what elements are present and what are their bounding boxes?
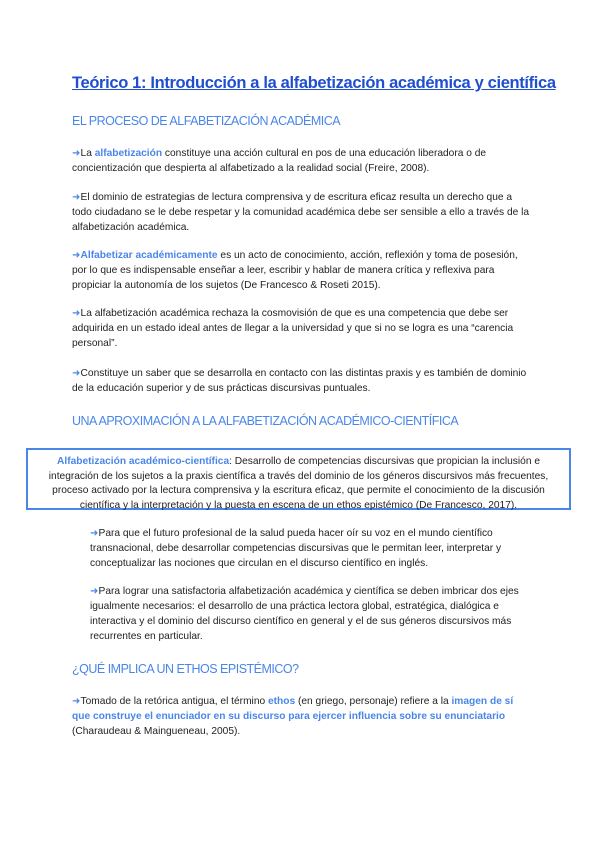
highlight-term: alfabetización: [94, 148, 163, 159]
definition-text: : Desarrollo de competencias discursivas que propician la inclusión e integración de los sujetos a la praxis científica a través del dominio de los géneros discursivos más frecuentes, proceso activado por la lectura comprensiva y la escritura eficaz, que permite el conocimiento de la discusión científica y la interpretación y la puesta en escena de un ethos epistémico (De Francesco, 2017).: [48, 456, 549, 511]
highlight-term: Alfabetizar académicamente: [80, 250, 218, 261]
section-heading: ¿QUÉ IMPLICA UN ETHOS EPISTÉMICO?: [72, 662, 299, 676]
arrow-right-icon: ➜: [72, 696, 81, 707]
section-heading: EL PROCESO DE ALFABETIZACIÓN ACADÉMICA: [72, 114, 341, 128]
arrow-right-icon: ➜: [72, 192, 81, 203]
arrow-right-icon: ➜: [72, 368, 81, 379]
paragraph: ➜Alfabetizar académicamente es un acto de conocimiento, acción, reflexión y toma de posesión, por lo que es indispensable enseñar a leer, escribir y hablar de manera crítica y reflexiva para propiciar la autonomía de los sujetos (De Francesco & Roseti 2015).: [72, 250, 518, 291]
definition-box: [26, 448, 571, 510]
page-title: Teórico 1: Introducción a la alfabetización académica y científica: [72, 74, 556, 92]
arrow-right-icon: ➜: [90, 586, 99, 597]
paragraph: ➜La alfabetización constituye una acción cultural en pos de una educación liberadora o de concientización que despierta al alfabetizado a la realidad social (Freire, 2008).: [72, 148, 487, 174]
paragraph: ➜Para que el futuro profesional de la salud pueda hacer oír su voz en el mundo científico transnacional, debe desarrollar competencias discursivas que le permitan leer, interpretar y conceptualizar las nociones que circulan en el discurso científico en inglés.: [90, 528, 502, 569]
paragraph: ➜La alfabetización académica rechaza la cosmovisión de que es una competencia que debe ser adquirida en un estado ideal antes de llegar a la universidad y que si no se logra es una “carencia personal”.: [72, 308, 514, 349]
highlight-term: ethos: [268, 696, 296, 707]
paragraph: ➜Constituye un saber que se desarrolla en contacto con las distintas praxis y es también de dominio de la educación superior y de sus prácticas discursivas puntuales.: [72, 368, 527, 394]
definition-term: Alfabetización académico-científica: [57, 456, 230, 467]
arrow-right-icon: ➜: [72, 308, 81, 319]
arrow-right-icon: ➜: [90, 528, 99, 539]
arrow-right-icon: ➜: [72, 148, 81, 159]
section-heading: UNA APROXIMACIÓN A LA ALFABETIZACIÓN ACADÉMICO-CIENTÍFICA: [72, 414, 459, 428]
paragraph: ➜El dominio de estrategias de lectura comprensiva y de escritura eficaz resulta un derecho que a todo ciudadano se le debe respetar y la comunidad académica debe ser sensible a ello a través de la alfabetización académica.: [72, 192, 530, 233]
arrow-right-icon: ➜: [72, 250, 81, 261]
paragraph: ➜Tomado de la retórica antigua, el término ethos (en griego, personaje) refiere a la imagen de sí que construye el enunciador en su discurso para ejercer influencia sobre su enunciatario (Charaudeau & Maingueneau, 2005).: [72, 696, 514, 737]
paragraph: ➜Para lograr una satisfactoria alfabetización académica y científica se deben imbricar dos ejes igualmente necesarios: el desarrollo de una práctica lectora global, estratégica, dialógica e interactiva y el dominio del discurso científico en general y el de sus géneros discursivos más recurrentes en particular.: [90, 586, 519, 642]
highlight-term: imagen de sí que construye el enunciador en su discurso para ejercer influencia sobre su enunciatario: [72, 696, 514, 722]
